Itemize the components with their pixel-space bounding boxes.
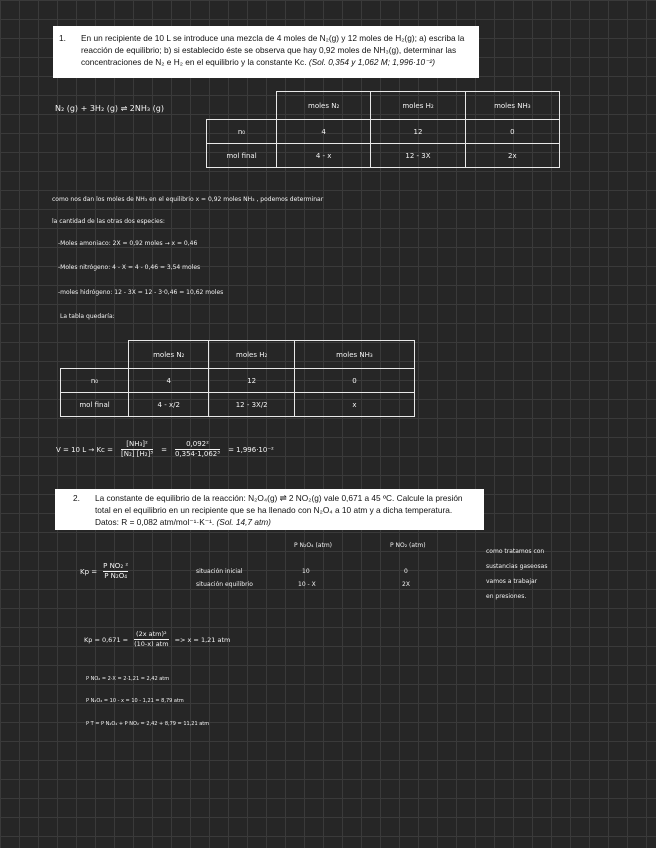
- kp-calc-prefix: Kp = 0,671 =: [84, 635, 129, 644]
- table2-row-label: mol final: [61, 393, 129, 417]
- table2-cell: 4 - x/2: [129, 393, 209, 417]
- note-line: -Moles amoniaco: 2X = 0,92 moles → x = 0,46: [58, 240, 198, 247]
- table1-header-nh3: moles NH₃: [465, 92, 559, 120]
- table-2: [60, 340, 415, 417]
- table1-cell: 0: [465, 120, 559, 144]
- table1-row-label: mol final: [207, 144, 277, 168]
- kp-calc-denominator: (10-x) atm: [134, 640, 169, 648]
- problem-2-number: 2.: [73, 493, 80, 503]
- table2-cell: 12 - 3X/2: [209, 393, 294, 417]
- kc-denominator-values: 0,354·1,062³: [174, 450, 221, 458]
- kc-fraction-symbolic: [121, 440, 153, 459]
- table-1: [206, 91, 560, 168]
- kp-calc-numerator: (2x atm)²: [136, 630, 167, 638]
- kc-numerator: [NH₃]²: [121, 440, 153, 450]
- table1-row-label: n₀: [207, 120, 277, 144]
- kp-column-1: P N₂O₄ (atm): [294, 542, 333, 549]
- kc-result: = 1,996·10⁻²: [228, 445, 274, 454]
- kc-denominator: [N₂] [H₂]³: [120, 450, 154, 458]
- kp-denominator: P N₂O₄: [104, 572, 128, 580]
- note-line: -moles hidrógeno: 12 - 3X = 12 - 3·0,46 = 10,62 moles: [58, 289, 224, 296]
- kp-line: P N₂O₄ = 10 - x = 10 - 1,21 = 8,79 atm: [86, 698, 184, 704]
- kp-numerator: P NO₂ ²: [103, 562, 129, 570]
- problem-1-solution: (Sol. 0,354 y 1,062 M; 1,996·10⁻²): [308, 57, 435, 67]
- kp-column-2: P NO₂ (atm): [390, 542, 426, 549]
- reaction-equation: N₂ (g) + 3H₂ (g) ⇌ 2NH₃ (g): [55, 104, 164, 113]
- note-line: La tabla quedaría:: [60, 313, 115, 320]
- table1-cell: 4 - x: [277, 144, 371, 168]
- table2-header-n2: moles N₂: [129, 341, 209, 369]
- note-line: como nos dan los moles de NH₃ en el equilibrio x = 0,92 moles NH₃ , podemos determinar: [52, 196, 324, 203]
- kp-side-note: como tratamos con sustancias gaseosas vamos a trabajar en presiones.: [486, 548, 548, 600]
- table2-header-h2: moles H₂: [209, 341, 294, 369]
- problem-2-text: La constante de equilibrio de la reacción: N₂O₄(g) ⇌ 2 NO₂(g) vale 0,671 a 45 ºC. Calcule la presión total en el equilibrio en un recipiente que se ha llenado con N₂O₄ a 10 atm y a dicha temperatura. Datos: R = 0,082 atm/mol⁻¹·K⁻¹.: [95, 493, 463, 527]
- problem-1-text: En un recipiente de 10 L se introduce una mezcla de 4 moles de N₂(g) y 12 moles de H₂(g); a) escriba la reacción de equilibrio; b) si establecido éste se observa que hay 0,92 moles de NH₃(g), determinar las concentraciones de N₂ e H₂ en el equilibrio y la constante Kc.: [81, 33, 465, 67]
- table1-cell: 2x: [465, 144, 559, 168]
- note-line: -Moles nitrógeno: 4 - X = 4 - 0,46 = 3,54 moles: [58, 264, 201, 271]
- problem-1-statement: [53, 26, 479, 78]
- kp-expression: [80, 562, 128, 581]
- kc-numerator-values: 0,092²: [175, 440, 220, 450]
- kp-row1-value2: 0: [404, 568, 408, 575]
- table1-cell: 4: [277, 120, 371, 144]
- kp-row1-value1: 10: [302, 568, 310, 575]
- kp-line: P T = P N₂O₄ + P NO₂ = 2,42 + 8,79 = 11,21 atm: [86, 721, 210, 727]
- table1-cell: 12 - 3X: [371, 144, 465, 168]
- kc-calculation: V = 10 L → Kc = $\frac{\text{[NH₃]²}}{\text{[N₂] [H₂]³}}$ = $\frac{\text{0,092²}}{\text{0,354·1,062³}}$ = 1,996·10⁻²: [56, 440, 274, 458]
- table1-header-n2: moles N₂: [277, 92, 371, 120]
- kp-label: Kp =: [80, 567, 98, 576]
- table2-cell: 0: [294, 369, 414, 393]
- kp-row1-label: situación inicial: [196, 568, 243, 575]
- table1-cell: 12: [371, 120, 465, 144]
- kc-prefix: V = 10 L → Kc =: [56, 445, 113, 454]
- problem-2-solution: (Sol. 14,7 atm): [216, 517, 271, 527]
- table2-cell: x: [294, 393, 414, 417]
- kp-row2-value2: 2X: [402, 581, 410, 588]
- kc-fraction-numeric: [175, 440, 220, 459]
- table2-cell: 12: [209, 369, 294, 393]
- problem-2-statement: [55, 489, 484, 530]
- kp-row2-value1: 10 - X: [298, 581, 316, 588]
- table2-header-nh3: moles NH₃: [294, 341, 414, 369]
- problem-1-number: 1.: [59, 33, 66, 43]
- table2-row-label: n₀: [61, 369, 129, 393]
- kp-calculation: [84, 630, 230, 649]
- kp-line: P NO₂ = 2·X = 2·1,21 = 2,42 atm: [86, 676, 170, 682]
- kp-row2-label: situación equilibrio: [196, 581, 253, 588]
- note-line: la cantidad de las otras dos especies:: [52, 218, 165, 225]
- table1-header-h2: moles H₂: [371, 92, 465, 120]
- table2-cell: 4: [129, 369, 209, 393]
- kp-calc-result: => x = 1,21 atm: [174, 635, 231, 644]
